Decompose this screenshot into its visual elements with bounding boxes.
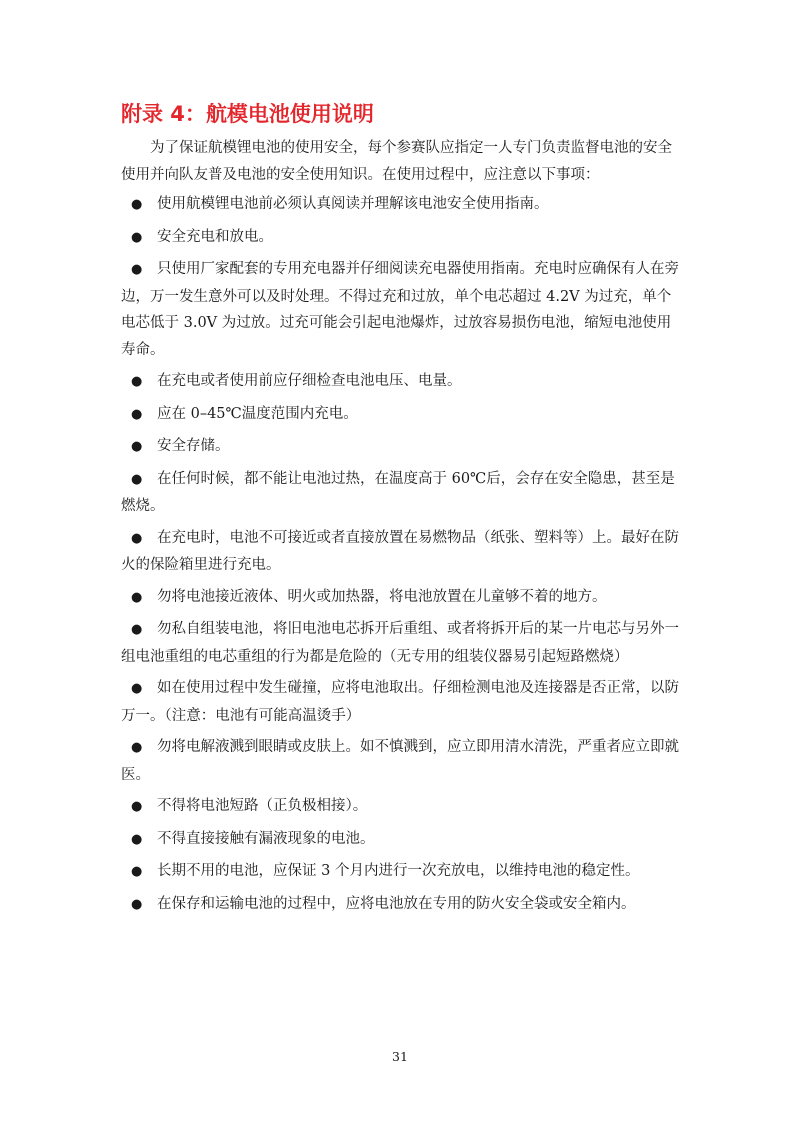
list-item-text: 勿将电池接近液体、明火或加热器，将电池放置在儿童够不着的地方。	[157, 588, 607, 605]
list-item-text: 在充电时，电池不可接近或者直接放置在易燃物品（纸张、塑料等）上。最好在防火的保险箱里进行充电。	[121, 529, 679, 573]
list-item-text: 长期不用的电池，应保证 3 个月内进行一次充放电，以维持电池的稳定性。	[157, 863, 640, 879]
list-item	[121, 224, 679, 252]
list-item	[121, 525, 679, 579]
list-item-text: 如在使用过程中发生碰撞，应将电池取出。仔细检测电池及连接器是否正常，以防万一。（注意：电池有可能高温烫手）	[121, 680, 679, 724]
list-item	[121, 826, 679, 854]
list-item	[121, 256, 679, 363]
list-item-text: 只使用厂家配套的专用充电器并仔细阅读充电器使用指南。充电时应确保有人在旁边，万一发生意外可以及时处理。不得过充和过放，单个电芯超过 4.2V 为过充，单个电芯低于 3.0V 为过放。过充可能会引起电池爆炸，过放容易损伤电池，缩短电池使用寿命。	[121, 261, 679, 358]
list-item-text: 使用航模锂电池前必须认真阅读并理解该电池安全使用指南。	[157, 196, 549, 212]
bullet-icon: ●	[131, 896, 143, 912]
list-item	[121, 368, 679, 396]
intro-paragraph: 为了保证航模锂电池的使用安全，每个参赛队应指定一人专门负责监督电池的安全使用并向队友普及电池的安全使用知识。在使用过程中，应注意以下事项：	[121, 140, 672, 183]
page-number: 31	[392, 1049, 408, 1064]
list-item	[121, 891, 679, 919]
bullet-icon: ●	[131, 406, 143, 422]
bullet-icon: ●	[131, 374, 143, 389]
list-item	[121, 858, 679, 886]
list-item	[121, 433, 679, 461]
list-item	[121, 734, 679, 788]
list-item-text: 安全存储。	[157, 438, 230, 454]
list-item	[121, 466, 679, 520]
bullet-icon: ●	[131, 229, 143, 245]
appendix-number: 附录 4：	[121, 102, 206, 126]
safety-list	[121, 191, 679, 918]
bullet-icon: ●	[131, 622, 143, 637]
bullet-icon: ●	[131, 740, 143, 755]
list-item	[121, 584, 679, 612]
bullet-icon: ●	[131, 864, 143, 879]
bullet-icon: ●	[131, 262, 143, 277]
document-body	[121, 135, 679, 923]
list-item-text: 应在 0–45℃温度范围内充电。	[157, 405, 358, 422]
list-item-text: 不得直接接触有漏液现象的电池。	[157, 830, 375, 847]
bullet-icon: ●	[131, 197, 143, 212]
list-item-text: 勿将电解液溅到眼睛或皮肤上。如不慎溅到，应立即用清水清洗，严重者应立即就医。	[121, 739, 679, 783]
list-item	[121, 675, 679, 729]
bullet-icon: ●	[131, 471, 143, 487]
appendix-heading	[121, 100, 374, 128]
list-item-text: 在保存和运输电池的过程中，应将电池放在专用的防火安全袋或安全箱内。	[157, 895, 636, 912]
list-item-text: 勿私自组装电池，将旧电池电芯拆开后重组、或者将拆开后的某一片电芯与另外一组电池重组的电芯重组的行为都是危险的（无专用的组装仪器易引起短路燃烧）	[121, 621, 679, 665]
list-item	[121, 793, 679, 821]
list-item-text: 在任何时候，都不能让电池过热，在温度高于 60℃后，会存在安全隐患，甚至是燃烧。	[121, 470, 675, 514]
list-item	[121, 191, 679, 219]
bullet-icon: ●	[131, 799, 143, 814]
bullet-icon: ●	[131, 439, 143, 454]
list-item-text: 安全充电和放电。	[157, 228, 273, 245]
appendix-title: 航模电池使用说明	[205, 102, 374, 126]
bullet-icon: ●	[131, 589, 143, 605]
list-item-text: 不得将电池短路（正负极相接）。	[157, 798, 368, 814]
list-item	[121, 616, 679, 670]
bullet-icon: ●	[131, 530, 143, 546]
list-item	[121, 401, 679, 429]
bullet-icon: ●	[131, 681, 143, 696]
list-item-text: 在充电或者使用前应仔细检查电池电压、电量。	[157, 373, 462, 389]
bullet-icon: ●	[131, 831, 143, 847]
